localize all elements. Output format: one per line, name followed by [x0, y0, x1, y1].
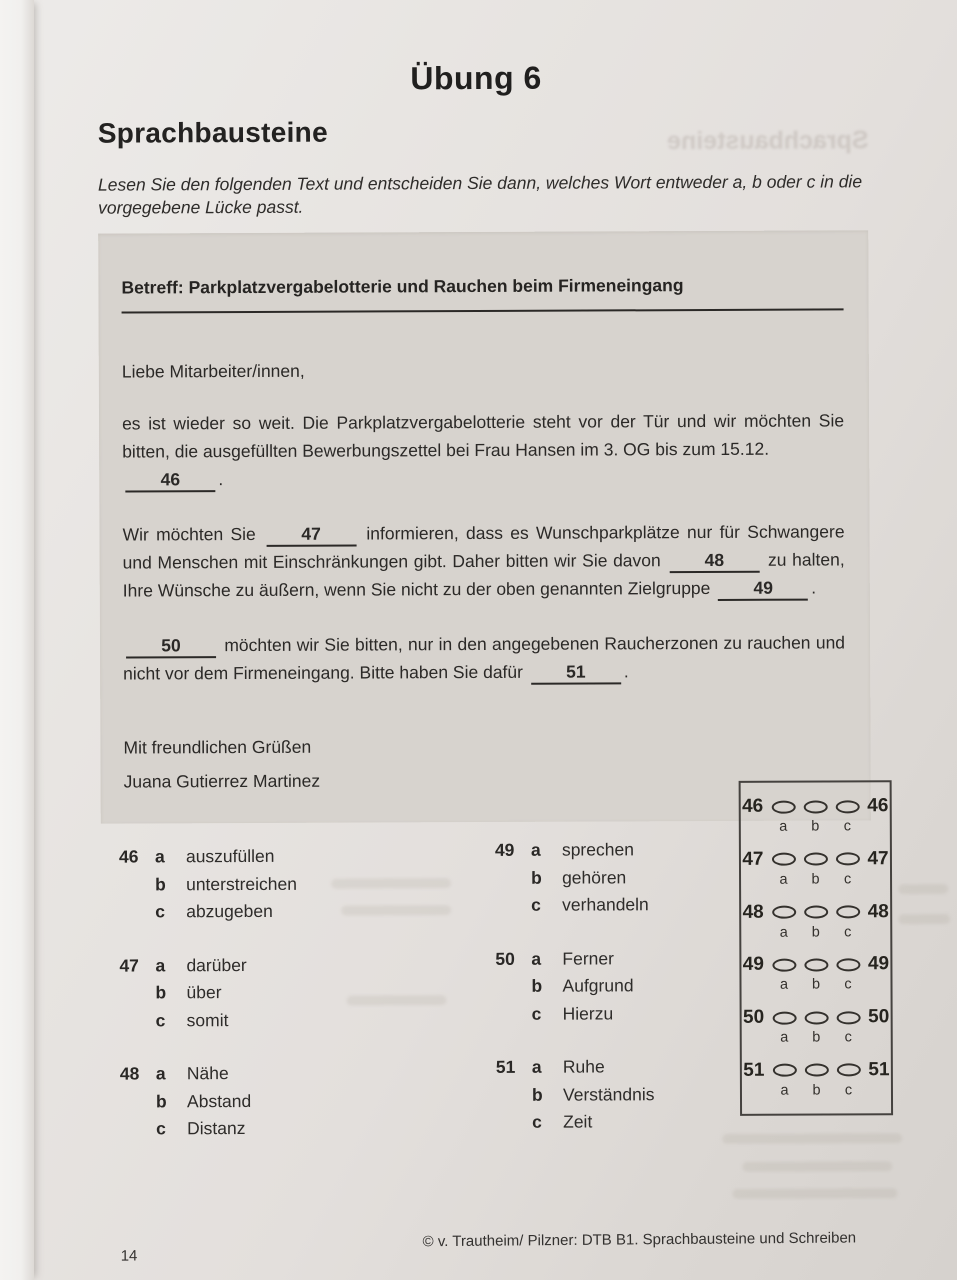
- option-letter: b: [530, 867, 542, 888]
- answer-bubble-51-b[interactable]: [804, 1064, 828, 1077]
- answer-letter-labels-51: [742, 1082, 891, 1099]
- letter-box: [98, 230, 871, 823]
- option-49-b: [495, 864, 654, 892]
- answer-letter-labels-49: [741, 977, 890, 994]
- letter-signature: Juana Gutierrez Martinez: [123, 770, 321, 792]
- option-number: [496, 1000, 532, 1028]
- option-group-49: [495, 836, 654, 919]
- option-number: 48: [119, 1063, 140, 1084]
- section-heading: Sprachbausteine: [97, 116, 328, 149]
- answer-bubble-49-c[interactable]: [836, 958, 860, 971]
- option-text: verhandeln: [562, 894, 649, 915]
- answer-number-left: 48: [742, 901, 764, 923]
- answer-bubble-48-a[interactable]: [772, 906, 796, 919]
- option-text: somit: [186, 1009, 229, 1030]
- option-letter: c: [531, 1003, 542, 1024]
- option-letter: b: [531, 1084, 543, 1105]
- answer-bubble-49-a[interactable]: [772, 959, 796, 972]
- gap-48: 48: [669, 550, 759, 573]
- option-text: abzugeben: [186, 900, 273, 922]
- option-46-a: [119, 843, 297, 871]
- option-51-a: [496, 1053, 655, 1081]
- gap-49: 49: [718, 578, 808, 601]
- answer-row-47: [741, 848, 890, 901]
- option-text: gehören: [561, 866, 627, 888]
- option-text: darüber: [186, 954, 247, 975]
- option-group-50: [495, 945, 654, 1028]
- answer-letter-label: a: [780, 1029, 789, 1046]
- bleed-through-line: [341, 905, 451, 915]
- option-47-a: [119, 951, 297, 979]
- option-number: [496, 1109, 532, 1137]
- letter-text: Wir möchten Sie: [122, 523, 264, 545]
- option-50-c: [496, 1000, 655, 1028]
- answer-bubble-49-b[interactable]: [804, 958, 828, 971]
- copyright-credit: © v. Trautheim/ Pilzner: DTB B1. Sprachbausteine und Schreiben: [422, 1229, 857, 1251]
- bleed-through-line: [347, 995, 447, 1005]
- answer-row-48: [741, 901, 890, 954]
- answer-letter-labels-48: [741, 924, 890, 941]
- option-letter: c: [531, 894, 541, 915]
- option-51-b: [496, 1081, 655, 1109]
- answer-number-left: 46: [742, 795, 764, 817]
- bleed-through-line: [898, 914, 950, 924]
- answer-letter-label: b: [811, 924, 820, 941]
- option-text: Ruhe: [562, 1056, 605, 1077]
- exercise-title: Übung 6: [410, 59, 542, 97]
- answer-letter-label: b: [812, 1082, 821, 1099]
- bleed-through-text: Sprachbausteine: [667, 126, 869, 156]
- gap-51: 51: [531, 661, 621, 684]
- option-group-51: [496, 1053, 655, 1136]
- answer-number-left: 50: [742, 1006, 765, 1029]
- options-column-left: [119, 843, 298, 1169]
- letter-paragraph-3: [123, 628, 845, 687]
- answer-letter-label: a: [779, 818, 788, 835]
- answer-row-main-47: [741, 848, 890, 871]
- option-text: Verständnis: [562, 1083, 655, 1105]
- option-50-b: [495, 972, 654, 1000]
- option-letter: c: [532, 1111, 542, 1132]
- letter-text: es ist wieder so weit. Die Parkplatzvergabelotterie steht vor der Tür und wir möchten Sie bitten, die ausgefüllten Bewerbungszettel bei Frau Hansen im 3. OG bis zum 15.12.: [122, 410, 845, 462]
- answer-number-right: 49: [867, 953, 890, 975]
- answer-letter-label: a: [779, 977, 789, 994]
- answer-bubble-46-a[interactable]: [771, 800, 795, 813]
- option-number: [119, 898, 155, 926]
- answer-number-right: 50: [868, 1006, 890, 1028]
- option-letter: a: [155, 1063, 166, 1084]
- option-number: [495, 892, 531, 920]
- option-group-47: [119, 951, 297, 1034]
- answer-letter-label: c: [843, 818, 851, 835]
- answer-number-right: 48: [867, 900, 889, 922]
- option-number: 49: [494, 839, 515, 860]
- answer-number-right: 47: [867, 848, 889, 870]
- option-letter: a: [155, 954, 166, 975]
- option-47-b: [119, 979, 297, 1007]
- bleed-through-line: [722, 1133, 902, 1144]
- option-letter: a: [531, 948, 542, 969]
- option-letter: a: [531, 1056, 542, 1077]
- answer-bubble-47-b[interactable]: [803, 853, 827, 866]
- option-47-c: [120, 1006, 298, 1034]
- answer-bubble-50-c[interactable]: [836, 1011, 860, 1024]
- option-text: Nähe: [186, 1063, 229, 1084]
- answer-letter-label: b: [811, 871, 820, 888]
- answer-bubble-51-c[interactable]: [836, 1064, 860, 1077]
- option-49-a: [495, 836, 654, 864]
- option-number: [120, 1115, 156, 1143]
- option-text: Ferner: [562, 947, 614, 969]
- option-number: [119, 979, 155, 1007]
- answer-letter-label: a: [779, 924, 788, 941]
- option-number: [120, 1007, 156, 1035]
- answer-bubble-47-c[interactable]: [835, 853, 859, 866]
- gap-50: 50: [126, 635, 216, 658]
- answer-row-main-46: [741, 795, 890, 818]
- answer-letter-label: c: [843, 871, 852, 888]
- answer-row-main-51: [742, 1059, 891, 1082]
- answer-bubble-48-c[interactable]: [836, 905, 860, 918]
- option-number: [120, 1088, 156, 1116]
- letter-text: möchten wir Sie bitten, nur in den angegebenen Raucherzonen zu rauchen und nicht vor dem Firmeneingang. Bitte haben Sie dafür: [123, 632, 846, 684]
- answer-row-51: [742, 1059, 891, 1112]
- answer-row-46: [741, 795, 890, 848]
- option-text: Zeit: [563, 1111, 593, 1132]
- answer-number-left: 49: [742, 954, 764, 976]
- option-50-a: [495, 945, 654, 973]
- option-letter: b: [155, 873, 166, 894]
- answer-bubble-51-a[interactable]: [772, 1064, 796, 1077]
- answer-letter-label: b: [812, 1029, 821, 1046]
- answer-letter-label: b: [811, 976, 821, 993]
- option-49-c: [495, 891, 654, 919]
- answer-row-50: [742, 1006, 891, 1059]
- option-letter: c: [155, 901, 165, 922]
- answer-number-left: 51: [743, 1059, 765, 1081]
- option-number: 47: [119, 954, 139, 976]
- option-48-c: [120, 1115, 298, 1143]
- option-46-b: [119, 870, 297, 898]
- bleed-through-line: [898, 884, 948, 894]
- option-letter: c: [155, 1009, 166, 1030]
- option-text: sprechen: [561, 839, 634, 860]
- answer-number-right: 51: [868, 1059, 890, 1081]
- answer-number-left: 47: [742, 848, 764, 870]
- option-number: [495, 973, 531, 1001]
- option-48-b: [120, 1087, 298, 1115]
- option-text: Distanz: [187, 1118, 246, 1139]
- answer-bubble-46-c[interactable]: [835, 800, 859, 813]
- option-letter: c: [156, 1118, 166, 1139]
- answer-bubble-48-b[interactable]: [804, 906, 828, 919]
- bleed-through-line: [742, 1161, 892, 1172]
- answer-row-main-50: [742, 1006, 891, 1029]
- page-number: 14: [120, 1247, 138, 1265]
- option-number: [119, 871, 155, 899]
- letter-text: .: [811, 577, 817, 598]
- option-text: Aufgrund: [562, 975, 634, 996]
- option-text: unterstreichen: [186, 873, 298, 894]
- gap-47: 47: [266, 524, 356, 547]
- option-group-48: [120, 1060, 298, 1143]
- option-46-c: [119, 898, 297, 926]
- answer-row-main-48: [741, 901, 890, 924]
- option-letter: b: [155, 982, 167, 1003]
- letter-body: [122, 406, 845, 687]
- option-group-46: [119, 843, 297, 926]
- answer-letter-label: a: [780, 1082, 789, 1099]
- answer-letter-labels-47: [741, 871, 890, 888]
- letter-text: .: [623, 661, 629, 682]
- answer-number-right: 46: [867, 795, 889, 817]
- option-number: [495, 864, 531, 892]
- letter-salutation: Liebe Mitarbeiter/innen,: [121, 360, 305, 382]
- answer-letter-label: c: [844, 1029, 852, 1046]
- instructions-text: Lesen Sie den folgenden Text und entscheiden Sie dann, welches Wort entweder a, b oder c in die vorgegebene Lücke passt.: [97, 171, 863, 218]
- option-number: 50: [495, 948, 515, 969]
- bleed-through-line: [331, 878, 451, 889]
- option-text: über: [186, 982, 222, 1003]
- letter-text: zu halten, Ihre Wünsche zu äußern, wenn Sie nicht zu der oben genannten Zielgruppe: [122, 549, 845, 601]
- answer-bubble-50-b[interactable]: [804, 1011, 828, 1024]
- answer-letter-labels-50: [742, 1029, 891, 1046]
- letter-subject: Betreff: Parkplatzvergabelotterie und Rauchen beim Firmeneingang: [121, 274, 843, 313]
- answer-letter-label: a: [779, 871, 788, 888]
- answer-letter-label: b: [811, 818, 820, 835]
- answer-bubble-50-a[interactable]: [772, 1011, 796, 1024]
- option-letter: b: [531, 975, 543, 996]
- answer-letter-label: c: [844, 976, 852, 993]
- letter-text: informieren, dass es Wunschparkplätze nur für Schwangere und Menschen mit Einschränkungen gibt. Daher bitten wir Sie davon: [122, 521, 845, 573]
- answer-letter-label: c: [844, 1082, 853, 1099]
- option-number: 51: [495, 1056, 516, 1077]
- answer-letter-labels-46: [741, 818, 890, 835]
- option-letter: b: [155, 1090, 167, 1111]
- option-51-c: [496, 1108, 655, 1136]
- letter-closing: Mit freundlichen Grüßen: [123, 736, 312, 758]
- bleed-through-line: [732, 1188, 897, 1199]
- options-column-right: [495, 836, 655, 1162]
- option-letter: a: [530, 839, 541, 860]
- option-number: [496, 1081, 532, 1109]
- letter-text: .: [218, 469, 224, 490]
- answer-bubble-47-a[interactable]: [771, 853, 795, 866]
- answer-row-main-49: [741, 954, 890, 977]
- answer-sheet: [739, 780, 893, 1116]
- answer-row-49: [741, 954, 890, 1007]
- option-text: auszufüllen: [185, 845, 275, 867]
- answer-letter-label: c: [844, 923, 852, 941]
- option-text: Hierzu: [562, 1002, 614, 1024]
- option-48-a: [120, 1060, 298, 1088]
- option-number: 46: [118, 846, 139, 867]
- option-text: Abstand: [186, 1090, 252, 1111]
- gap-46: 46: [125, 469, 215, 492]
- letter-paragraph-1: [122, 406, 844, 493]
- letter-paragraph-2: [122, 517, 844, 604]
- option-letter: a: [154, 846, 165, 867]
- answer-bubble-46-b[interactable]: [803, 800, 827, 813]
